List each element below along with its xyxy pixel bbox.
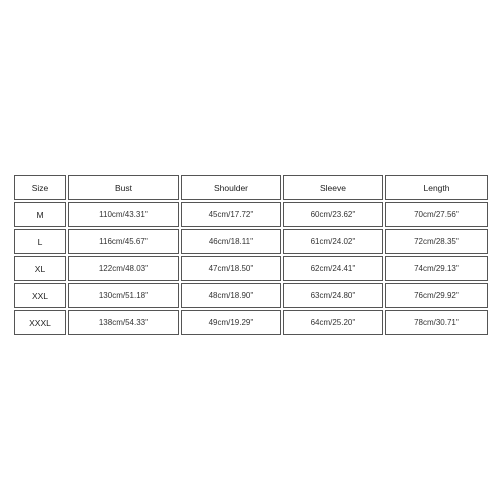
cell-sleeve: 62cm/24.41'' <box>283 256 383 281</box>
header-length: Length <box>385 175 488 200</box>
cell-length: 76cm/29.92'' <box>385 283 488 308</box>
cell-shoulder: 45cm/17.72'' <box>181 202 281 227</box>
cell-bust: 116cm/45.67'' <box>68 229 179 254</box>
cell-length: 70cm/27.56'' <box>385 202 488 227</box>
table-row <box>14 283 488 308</box>
table-header-row <box>14 175 488 200</box>
header-bust: Bust <box>68 175 179 200</box>
cell-shoulder: 47cm/18.50'' <box>181 256 281 281</box>
cell-size: XXXL <box>14 310 66 335</box>
cell-bust: 110cm/43.31'' <box>68 202 179 227</box>
header-shoulder: Shoulder <box>181 175 281 200</box>
cell-sleeve: 63cm/24.80'' <box>283 283 383 308</box>
cell-sleeve: 60cm/23.62'' <box>283 202 383 227</box>
cell-sleeve: 64cm/25.20'' <box>283 310 383 335</box>
cell-length: 74cm/29.13'' <box>385 256 488 281</box>
cell-shoulder: 46cm/18.11'' <box>181 229 281 254</box>
cell-length: 72cm/28.35'' <box>385 229 488 254</box>
cell-bust: 122cm/48.03'' <box>68 256 179 281</box>
header-size: Size <box>14 175 66 200</box>
cell-shoulder: 48cm/18.90'' <box>181 283 281 308</box>
cell-shoulder: 49cm/19.29'' <box>181 310 281 335</box>
cell-size: XL <box>14 256 66 281</box>
cell-bust: 130cm/51.18'' <box>68 283 179 308</box>
size-chart-table <box>12 173 490 337</box>
table-row <box>14 310 488 335</box>
cell-size: XXL <box>14 283 66 308</box>
cell-length: 78cm/30.71'' <box>385 310 488 335</box>
table-row <box>14 229 488 254</box>
table-row <box>14 256 488 281</box>
cell-bust: 138cm/54.33'' <box>68 310 179 335</box>
cell-sleeve: 61cm/24.02'' <box>283 229 383 254</box>
table-row <box>14 202 488 227</box>
cell-size: M <box>14 202 66 227</box>
cell-size: L <box>14 229 66 254</box>
header-sleeve: Sleeve <box>283 175 383 200</box>
